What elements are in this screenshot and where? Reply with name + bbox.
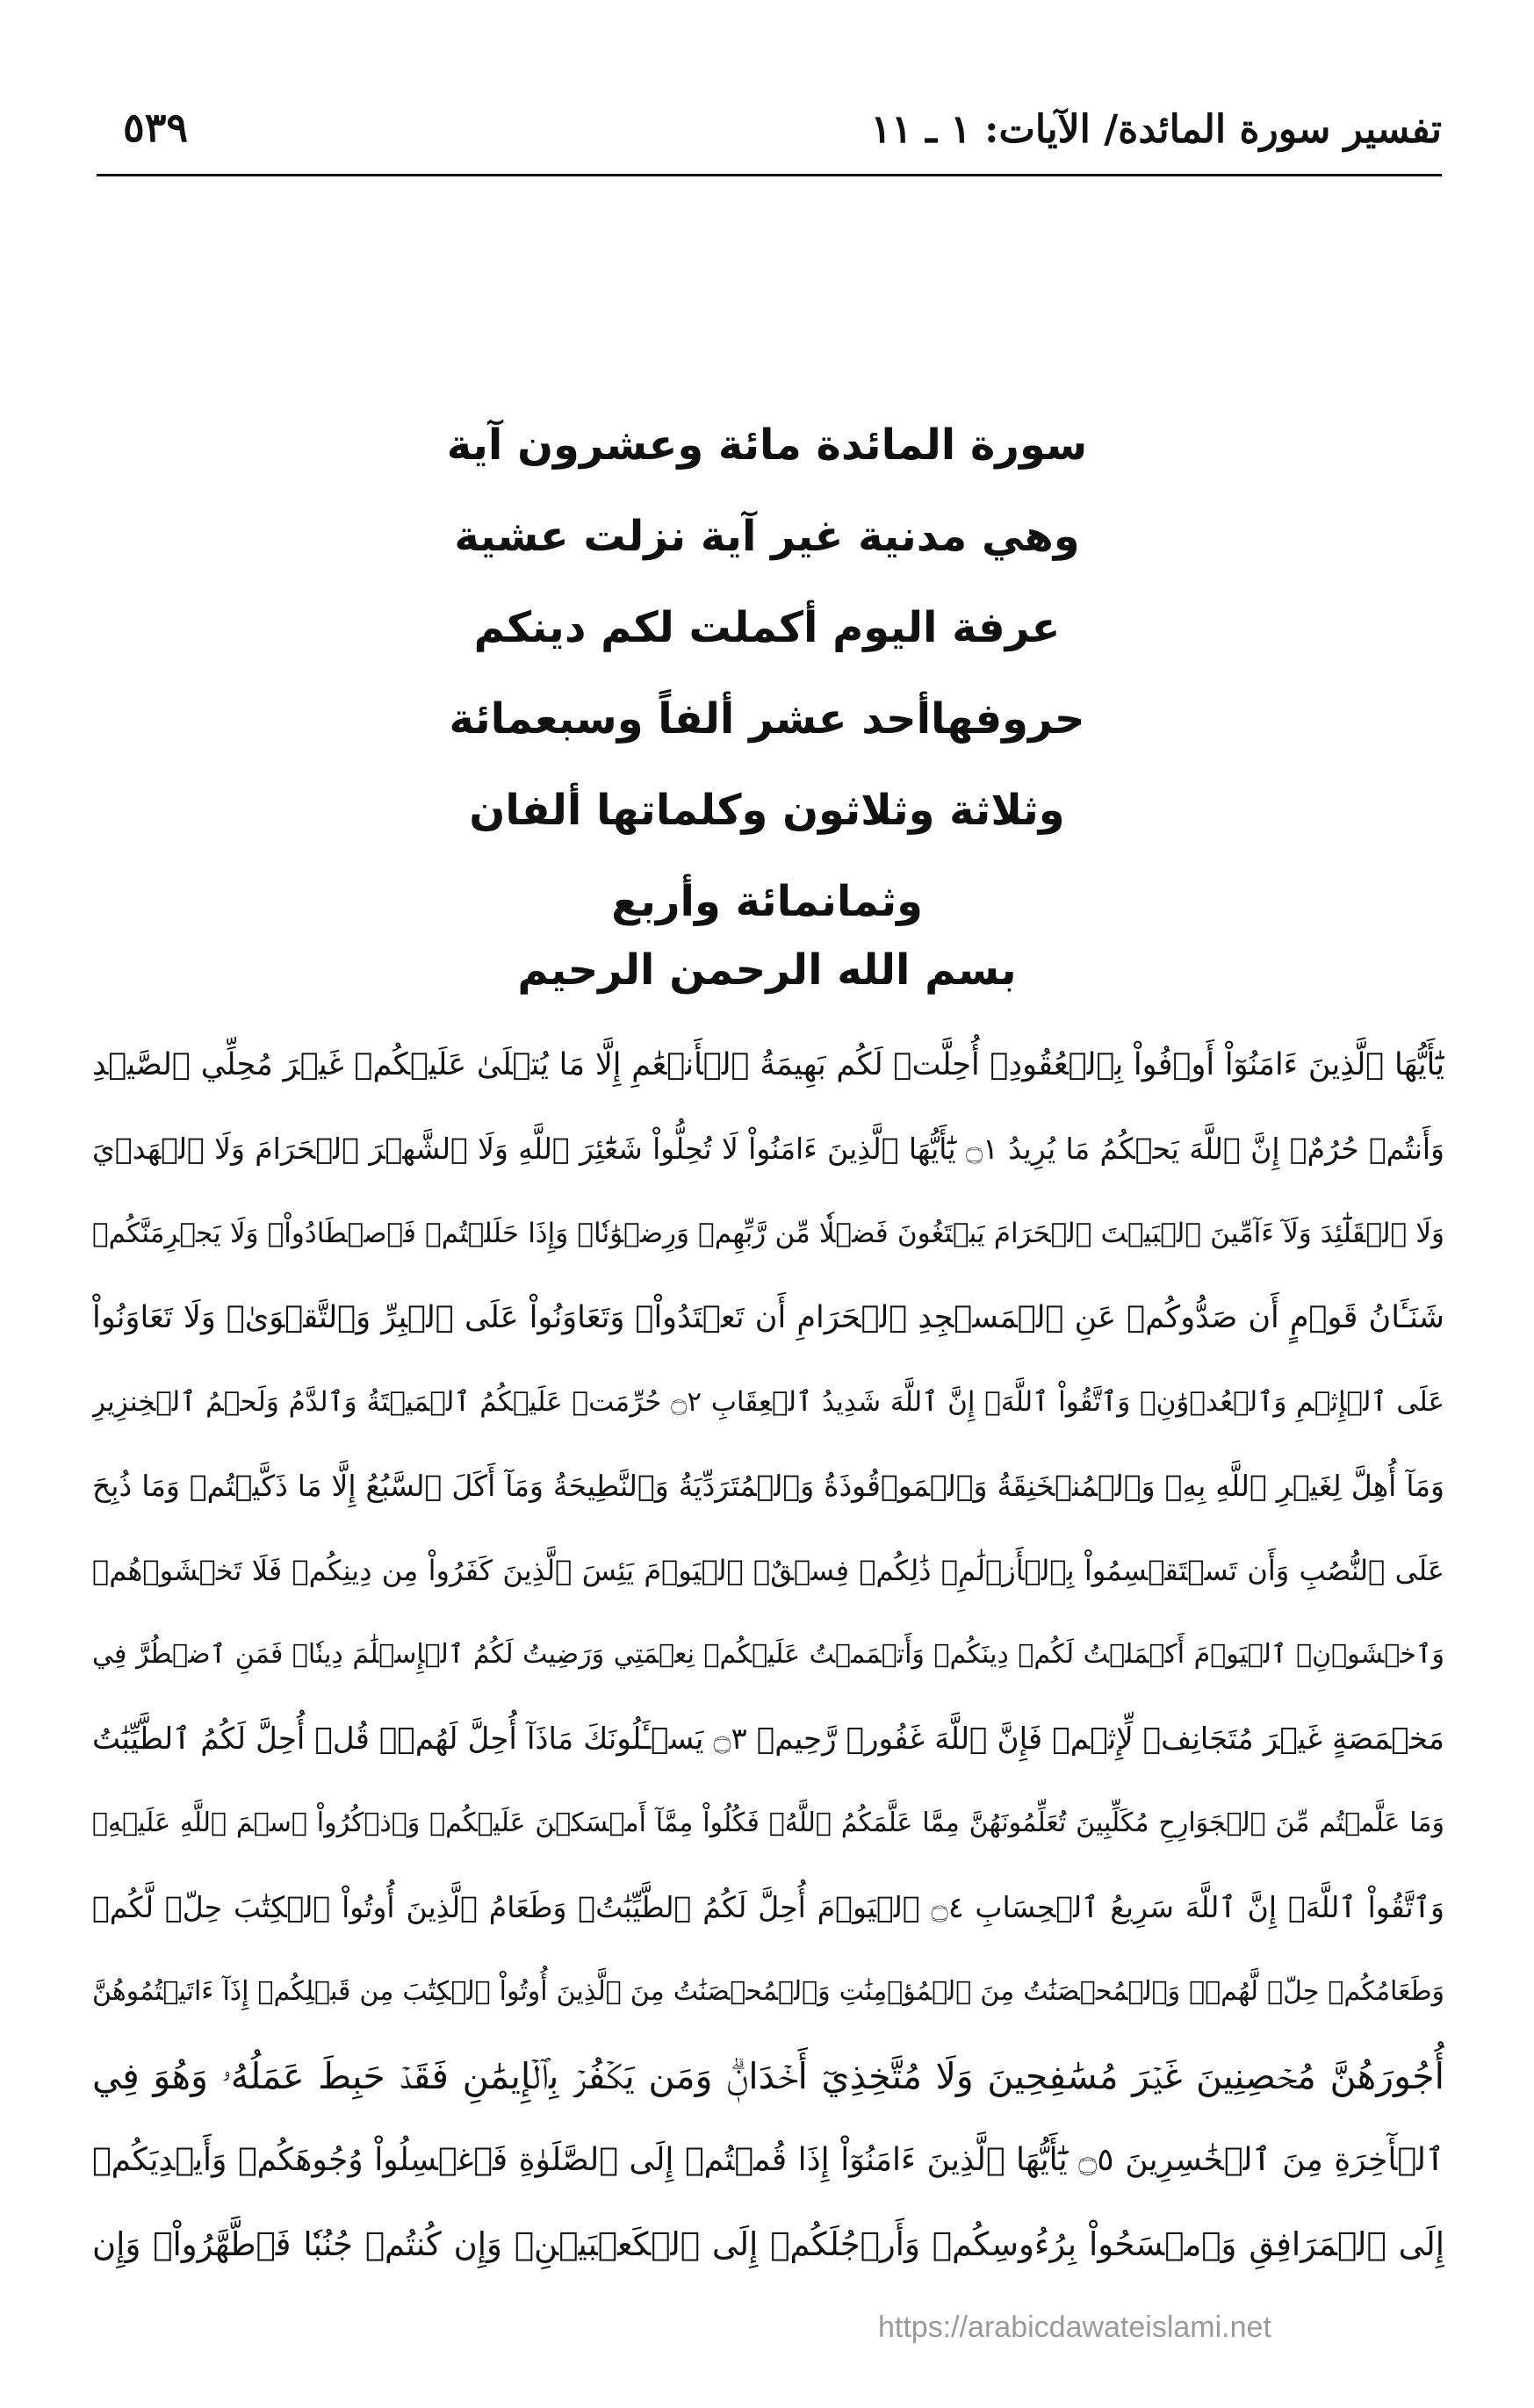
intro-line: وثلاثة وثلاثون وكلماتها ألفان [469,786,1065,835]
running-title: تفسير سورة المائدة/ الآيات: ١ ـ ١١ [870,107,1442,152]
verse-line: إِلَى ٱلۡمَرَافِقِ وَٱمۡسَحُواْ بِرُءُوسِكُمۡ وَأَرۡجُلَكُمۡ إِلَى ٱلۡكَعۡبَيۡنِۚ وَإِن كُنتُمۡ جُنُبٗا فَٱطَّهَّرُواْۚ وَإِن [92,2225,1444,2263]
verse-line: مَخۡمَصَةٍ غَيۡرَ مُتَجَانِفٖ لِّإِثۡمٖ فَإِنَّ ٱللَّهَ غَفُورٞ رَّحِيمٞ ۝٣ يَسۡـَٔلُونَكَ مَاذَآ أُحِلَّ لَهُمۡۖ قُلۡ أُحِلَّ لَكُمُ ٱلطَّيِّبَٰتُ [92,1722,1444,1757]
basmala: بسم الله الرحمن الرحيم [517,945,1017,995]
page-number: ٥٣٩ [123,104,189,151]
surah-intro [0,399,1534,947]
intro-line: وهي مدنية غير آية نزلت عشية [454,512,1080,561]
quran-verses [92,1023,1444,2287]
intro-line: عرفة اليوم أكملت لكم دينكم [473,603,1061,652]
verse-line: وَمَآ أُهِلَّ لِغَيۡرِ ٱللَّهِ بِهِۦ وَٱلۡمُنۡخَنِقَةُ وَٱلۡمَوۡقُوذَةُ وَٱلۡمُتَرَدِّيَةُ وَٱلنَّطِيحَةُ وَمَآ أَكَلَ ٱلسَّبُعُ إِلَّا مَا ذَكَّيۡتُمۡ وَمَا ذُبِحَ [92,1469,1444,1503]
verse-line: ٱلۡأٓخِرَةِ مِنَ ٱلۡخَٰسِرِينَ ۝٥ يَٰٓأَيُّهَا ٱلَّذِينَ ءَامَنُوٓاْ إِذَا قُمۡتُمۡ إِلَى ٱلصَّلَوٰةِ فَٱغۡسِلُواْ وُجُوهَكُمۡ وَأَيۡدِيَكُمۡ [92,2142,1444,2178]
verse-line: وَمَا عَلَّمۡتُم مِّنَ ٱلۡجَوَارِحِ مُكَلِّبِينَ تُعَلِّمُونَهُنَّ مِمَّا عَلَّمَكُمُ ٱللَّهُۖ فَكُلُواْ مِمَّآ أَمۡسَكۡنَ عَلَيۡكُمۡ وَٱذۡكُرُواْ ٱسۡمَ ٱللَّهِ عَلَيۡهِۖ [92,1808,1444,1838]
verse-line: وَٱخۡشَوۡنِۚ ٱلۡيَوۡمَ أَكۡمَلۡتُ لَكُمۡ دِينَكُمۡ وَأَتۡمَمۡتُ عَلَيۡكُمۡ نِعۡمَتِي وَرَضِيتُ لَكُمُ ٱلۡإِسۡلَٰمَ دِينٗاۚ فَمَنِ ٱضۡطُرَّ فِي [92,1639,1444,1670]
verse-line: أُجُورَهُنَّ مُحۡصِنِينَ غَيۡرَ مُسَٰفِحِينَ وَلَا مُتَّخِذِيٓ أَخۡدَانٖۗ وَمَن يَكۡفُرۡ بِٱلۡإِيمَٰنِ فَقَدۡ حَبِطَ عَمَلُهُۥ وَهُوَ فِي [92,2055,1444,2097]
intro-line: وثمانمائة وأربع [611,877,923,926]
verse-line: عَلَى ٱلنُّصُبِ وَأَن تَسۡتَقۡسِمُواْ بِٱلۡأَزۡلَٰمِۚ ذَٰلِكُمۡ فِسۡقٌۗ ٱلۡيَوۡمَ يَئِسَ ٱلَّذِينَ كَفَرُواْ مِن دِينِكُمۡ فَلَا تَخۡشَوۡهُمۡ [92,1554,1444,1587]
verse-line: شَنَـَٔانُ قَوۡمٍ أَن صَدُّوكُمۡ عَنِ ٱلۡمَسۡجِدِ ٱلۡحَرَامِ أَن تَعۡتَدُواْۘ وَتَعَاوَنُواْ عَلَى ٱلۡبِرِّ وَٱلتَّقۡوَىٰۖ وَلَا تَعَاوَنُواْ [92,1300,1444,1335]
verse-line: وَلَا ٱلۡقَلَٰٓئِدَ وَلَآ ءَآمِّينَ ٱلۡبَيۡتَ ٱلۡحَرَامَ يَبۡتَغُونَ فَضۡلٗا مِّن رَّبِّهِمۡ وَرِضۡوَٰنٗاۚ وَإِذَا حَلَلۡتُمۡ فَٱصۡطَادُواْۚ وَلَا يَجۡرِمَنَّكُمۡ [92,1218,1444,1249]
verse-line: يَٰٓأَيُّهَا ٱلَّذِينَ ءَامَنُوٓاْ أَوۡفُواْ بِٱلۡعُقُودِۚ أُحِلَّتۡ لَكُم بَهِيمَةُ ٱلۡأَنۡعَٰمِ إِلَّا مَا يُتۡلَىٰ عَلَيۡكُمۡ غَيۡرَ مُحِلِّي ٱلصَّيۡدِ [92,1047,1444,1082]
verse-line: عَلَى ٱلۡإِثۡمِ وَٱلۡعُدۡوَٰنِۚ وَٱتَّقُواْ ٱللَّهَۖ إِنَّ ٱللَّهَ شَدِيدُ ٱلۡعِقَابِ ۝٢ حُرِّمَتۡ عَلَيۡكُمُ ٱلۡمَيۡتَةُ وَٱلدَّمُ وَلَحۡمُ ٱلۡخِنزِيرِ [92,1386,1444,1418]
intro-line: حروفهاأحد عشر ألفاً وسبعمائة [449,694,1085,744]
intro-line: سورة المائدة مائة وعشرون آية [446,421,1088,470]
verse-line: وَأَنتُمۡ حُرُمٌۗ إِنَّ ٱللَّهَ يَحۡكُمُ مَا يُرِيدُ ۝١ يَٰٓأَيُّهَا ٱلَّذِينَ ءَامَنُواْ لَا تُحِلُّواْ شَعَٰٓئِرَ ٱللَّهِ وَلَا ٱلشَّهۡرَ ٱلۡحَرَامَ وَلَا ٱلۡهَدۡيَ [92,1132,1444,1166]
page-header [97,104,1442,176]
source-watermark: https://arabicdawateislami.net [878,2311,1271,2344]
verse-line: وَٱتَّقُواْ ٱللَّهَۚ إِنَّ ٱللَّهَ سَرِيعُ ٱلۡحِسَابِ ۝٤ ٱلۡيَوۡمَ أُحِلَّ لَكُمُ ٱلطَّيِّبَٰتُۖ وَطَعَامُ ٱلَّذِينَ أُوتُواْ ٱلۡكِتَٰبَ حِلّٞ لَّكُمۡ [92,1890,1444,1924]
verse-line: وَطَعَامُكُمۡ حِلّٞ لَّهُمۡۖ وَٱلۡمُحۡصَنَٰتُ مِنَ ٱلۡمُؤۡمِنَٰتِ وَٱلۡمُحۡصَنَٰتُ مِنَ ٱلَّذِينَ أُوتُواْ ٱلۡكِتَٰبَ مِن قَبۡلِكُمۡ إِذَآ ءَاتَيۡتُمُوهُنَّ [92,1976,1444,2007]
